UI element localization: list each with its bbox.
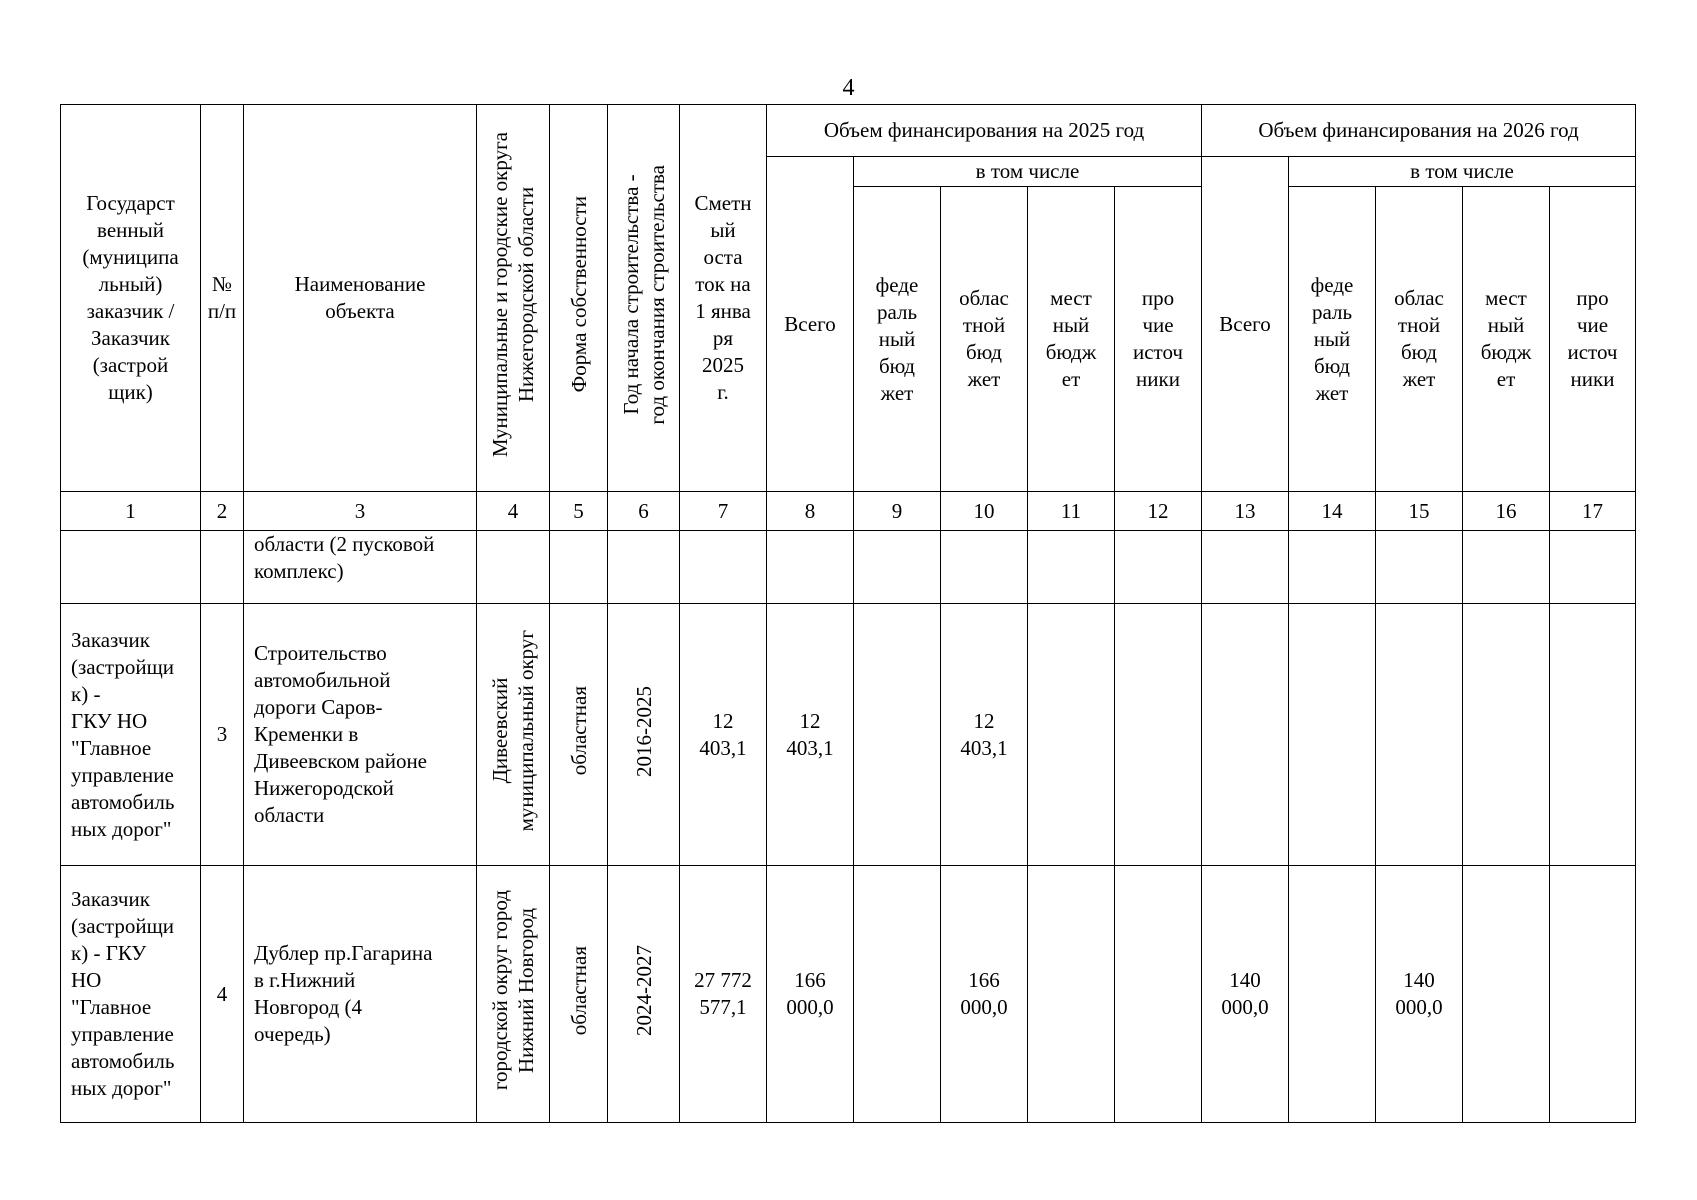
header-total-2026: Всего — [1202, 157, 1289, 492]
header-including-2026: в том числе — [1289, 157, 1636, 187]
cell-number — [201, 531, 244, 604]
header-regional-2026: облас тной бюд жет — [1376, 187, 1463, 492]
cell-object-name: области (2 пусковой комплекс) — [244, 531, 477, 604]
column-number: 17 — [1550, 492, 1636, 531]
header-object-name: Наименование объекта — [244, 105, 477, 492]
cell-regional-2025: 166 000,0 — [941, 866, 1028, 1123]
cell-local-2025 — [1028, 866, 1115, 1123]
cell-estimate: 27 772 577,1 — [680, 866, 767, 1123]
cell-customer — [61, 531, 201, 604]
cell-federal-2026 — [1289, 866, 1376, 1123]
cell-number: 3 — [201, 604, 244, 866]
column-number: 8 — [767, 492, 854, 531]
cell-ownership — [550, 531, 608, 604]
cell-estimate: 12 403,1 — [680, 604, 767, 866]
column-number: 5 — [550, 492, 608, 531]
cell-customer: Заказчик (застройщи к) - ГКУ НО "Главное управление автомобиль ных дорог" — [61, 604, 201, 866]
table-row — [61, 866, 1636, 1123]
column-number: 10 — [941, 492, 1028, 531]
cell-years: 2024-2027 — [608, 866, 680, 1123]
column-number: 7 — [680, 492, 767, 531]
column-number: 12 — [1115, 492, 1202, 531]
column-number: 15 — [1376, 492, 1463, 531]
header-other-2025: про чие источ ники — [1115, 187, 1202, 492]
header-total-2025: Всего — [767, 157, 854, 492]
header-regional-2025: облас тной бюд жет — [941, 187, 1028, 492]
column-number: 2 — [201, 492, 244, 531]
cell-regional-2025 — [941, 531, 1028, 604]
cell-total-2026: 140 000,0 — [1202, 866, 1289, 1123]
cell-regional-2026: 140 000,0 — [1376, 866, 1463, 1123]
cell-total-2025 — [767, 531, 854, 604]
table-row — [61, 604, 1636, 866]
cell-ownership: областная — [550, 604, 608, 866]
cell-federal-2026 — [1289, 604, 1376, 866]
header-ownership: Форма собственности — [550, 105, 608, 492]
column-number: 4 — [477, 492, 550, 531]
header-municipality: Муниципальные и городские округа Нижегородской области — [477, 105, 550, 492]
column-number: 3 — [244, 492, 477, 531]
header-including-2025: в том числе — [854, 157, 1202, 187]
cell-regional-2026 — [1376, 604, 1463, 866]
cell-total-2026 — [1202, 604, 1289, 866]
cell-regional-2026 — [1376, 531, 1463, 604]
column-number: 14 — [1289, 492, 1376, 531]
cell-municipality: Дивеевский муниципальный округ — [477, 604, 550, 866]
cell-municipality: городской округ город Нижний Новгород — [477, 866, 550, 1123]
cell-municipality — [477, 531, 550, 604]
cell-local-2026 — [1463, 866, 1550, 1123]
header-estimate: Сметн ый оста ток на 1 янва ря 2025 г. — [680, 105, 767, 492]
cell-federal-2025 — [854, 866, 941, 1123]
column-number: 6 — [608, 492, 680, 531]
header-years: Год начала строительства - год окончания строительства — [608, 105, 680, 492]
cell-years: 2016-2025 — [608, 604, 680, 866]
cell-other-2025 — [1115, 531, 1202, 604]
header-local-2026: мест ный бюдж ет — [1463, 187, 1550, 492]
column-number: 11 — [1028, 492, 1115, 531]
cell-other-2026 — [1550, 531, 1636, 604]
cell-total-2025: 166 000,0 — [767, 866, 854, 1123]
header-customer: Государст венный (муниципа льный) заказчик / Заказчик (застрой щик) — [61, 105, 201, 492]
cell-federal-2025 — [854, 531, 941, 604]
cell-number: 4 — [201, 866, 244, 1123]
cell-federal-2025 — [854, 604, 941, 866]
header-local-2025: мест ный бюдж ет — [1028, 187, 1115, 492]
cell-other-2025 — [1115, 866, 1202, 1123]
cell-object-name: Строительство автомобильной дороги Саров- Кременки в Дивеевском районе Нижегородской области — [244, 604, 477, 866]
column-number: 1 — [61, 492, 201, 531]
cell-regional-2025: 12 403,1 — [941, 604, 1028, 866]
header-number: № п/п — [201, 105, 244, 492]
page-number: 4 — [842, 75, 855, 101]
column-number: 13 — [1202, 492, 1289, 531]
cell-other-2025 — [1115, 604, 1202, 866]
header-other-2026: про чие источ ники — [1550, 187, 1636, 492]
cell-other-2026 — [1550, 866, 1636, 1123]
header-federal-2025: феде раль ный бюд жет — [854, 187, 941, 492]
header-funding-2025: Объем финансирования на 2025 год — [767, 105, 1202, 157]
cell-local-2026 — [1463, 604, 1550, 866]
header-funding-2026: Объем финансирования на 2026 год — [1202, 105, 1636, 157]
cell-total-2026 — [1202, 531, 1289, 604]
cell-customer: Заказчик (застройщи к) - ГКУ НО "Главное управление автомобиль ных дорог" — [61, 866, 201, 1123]
cell-years — [608, 531, 680, 604]
cell-ownership: областная — [550, 866, 608, 1123]
cell-local-2026 — [1463, 531, 1550, 604]
cell-object-name: Дублер пр.Гагарина в г.Нижний Новгород (4 очередь) — [244, 866, 477, 1123]
construction-objects-table — [60, 104, 1636, 1123]
column-number: 9 — [854, 492, 941, 531]
table-row — [61, 531, 1636, 604]
cell-estimate — [680, 531, 767, 604]
cell-total-2025: 12 403,1 — [767, 604, 854, 866]
column-numbers-row — [61, 492, 1636, 531]
column-number: 16 — [1463, 492, 1550, 531]
cell-local-2025 — [1028, 604, 1115, 866]
cell-federal-2026 — [1289, 531, 1376, 604]
header-federal-2026: феде раль ный бюд жет — [1289, 187, 1376, 492]
cell-other-2026 — [1550, 604, 1636, 866]
cell-local-2025 — [1028, 531, 1115, 604]
